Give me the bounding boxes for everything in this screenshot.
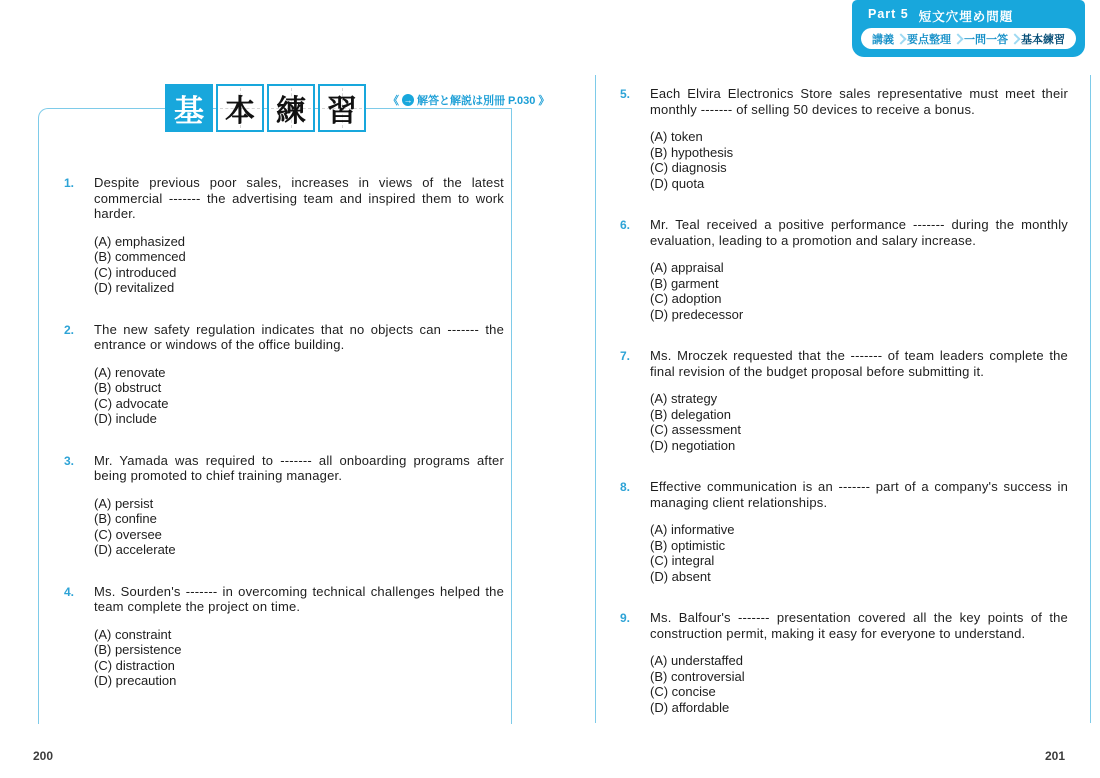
title-char: 基	[174, 94, 204, 129]
option-d: (D) revitalized	[94, 280, 175, 295]
part-label: Part 5	[868, 7, 909, 21]
option-a: (A) renovate	[94, 364, 166, 380]
option-b: (B) delegation	[650, 406, 731, 422]
right-page-right-rule	[1090, 75, 1091, 723]
option-c: (C) concise	[650, 684, 716, 699]
tab-ichimon-ittou: 一問一答	[964, 33, 1008, 46]
right-page-left-rule	[595, 75, 596, 723]
options-list	[94, 365, 504, 427]
question-5	[620, 86, 1068, 191]
option-b: (B) persistence	[94, 642, 182, 657]
options-list	[650, 391, 1068, 453]
option-a: (A) emphasized	[94, 233, 186, 249]
question-7	[620, 348, 1068, 453]
question-number: 1.	[64, 176, 75, 190]
option-d: (D) precaution	[94, 673, 177, 688]
answer-note	[386, 92, 551, 108]
question-number: 5.	[620, 87, 631, 101]
question-text: Effective communication is an ------- part of a company's success in managing client relationships.	[650, 479, 1068, 510]
option-b: (B) optimistic	[650, 537, 726, 553]
option-b: (B) garment	[650, 275, 719, 291]
option-c: (C) advocate	[94, 395, 169, 411]
question-number: 3.	[64, 453, 75, 468]
question-text: Mr. Yamada was required to ------- all onboarding programs after being promoted to chief training manager.	[94, 452, 504, 483]
title-char-box	[165, 84, 213, 132]
left-page-questions	[64, 175, 504, 715]
option-a: (A) constraint	[94, 626, 172, 642]
options-list	[94, 234, 504, 296]
option-c: (C) introduced	[94, 264, 177, 280]
option-c: (C) integral	[650, 553, 715, 568]
option-a: (A) persist	[94, 495, 154, 511]
option-c: (C) diagnosis	[650, 160, 727, 175]
tab-kougi: 講義	[872, 33, 894, 46]
question-number: 6.	[620, 218, 631, 232]
title-char: 練	[276, 94, 306, 129]
question-number: 2.	[64, 322, 75, 337]
option-b: (B) controversial	[650, 668, 745, 684]
option-b: (B) hypothesis	[650, 144, 734, 160]
question-text: The new safety regulation indicates that no objects can ------- the entrance or windows of the office building.	[94, 321, 504, 352]
option-d: (D) predecessor	[650, 306, 744, 322]
part-header	[852, 0, 1085, 57]
question-number: 4.	[64, 584, 75, 599]
question-text: Ms. Mroczek requested that the ------- of team leaders complete the final revision of the budget proposal before submitting it.	[650, 348, 1068, 379]
option-d: (D) quota	[650, 175, 705, 191]
options-list	[650, 653, 1068, 715]
option-d: (D) absent	[650, 568, 711, 584]
option-d: (D) affordable	[650, 699, 730, 715]
question-text: Ms. Sourden's ------- in overcoming technical challenges helped the team complete the project on time.	[94, 583, 504, 614]
options-list	[650, 129, 1068, 191]
part-title: 短文穴埋め問題	[918, 10, 1014, 24]
page-number-right: 201	[1045, 749, 1066, 763]
question-6	[620, 217, 1068, 322]
options-list	[650, 260, 1068, 322]
option-c: (C) adoption	[650, 291, 722, 306]
title-char: 習	[327, 94, 357, 129]
option-d: (D) include	[94, 411, 157, 426]
chevron-right-icon	[952, 33, 963, 44]
question-text: Ms. Balfour's ------- presentation covered all the key points of the construction permit, making it easy for everyone to understand.	[650, 610, 1068, 641]
note-close-bracket: 》	[538, 95, 550, 107]
option-b: (B) obstruct	[94, 380, 162, 395]
option-a: (A) understaffed	[650, 653, 743, 668]
option-d: (D) negotiation	[650, 437, 736, 453]
option-b: (B) confine	[94, 511, 157, 526]
note-text: 解答と解説は別冊 P.030	[417, 95, 536, 107]
right-page-questions	[620, 86, 1068, 741]
question-number: 8.	[620, 480, 631, 494]
note-open-bracket: 《	[388, 95, 399, 107]
title-char-box	[216, 84, 264, 132]
option-d: (D) accelerate	[94, 542, 176, 557]
question-number: 9.	[620, 611, 631, 625]
option-a: (A) strategy	[650, 391, 718, 406]
tab-kihon-renshuu: 基本練習	[1021, 33, 1065, 46]
question-2	[64, 322, 504, 427]
option-c: (C) assessment	[650, 422, 742, 437]
question-text: Each Elvira Electronics Store sales representative must meet their monthly ------- of selling 50 devices to receive a bonus.	[650, 86, 1068, 117]
nav-tabs	[861, 28, 1076, 49]
separate-volume-icon: →	[403, 95, 413, 105]
question-text: Despite previous poor sales, increases in views of the latest commercial ------- the advertising team and inspired them to work harder.	[94, 175, 504, 221]
option-a: (A) informative	[650, 522, 735, 537]
question-text: Mr. Teal received a positive performance ------- during the monthly evaluation, leading to a promotion and salary increase.	[650, 217, 1068, 248]
title-char-box	[318, 84, 366, 132]
chevron-right-icon	[1009, 33, 1020, 44]
question-number: 7.	[620, 349, 631, 363]
title-char: 本	[225, 94, 255, 129]
chevron-right-icon	[895, 33, 906, 44]
question-1	[64, 175, 504, 296]
option-c: (C) distraction	[94, 657, 175, 673]
part-title-line	[852, 0, 1085, 25]
options-list	[94, 496, 504, 558]
option-a: (A) token	[650, 129, 703, 144]
options-list	[650, 522, 1068, 584]
option-a: (A) appraisal	[650, 260, 724, 275]
option-b: (B) commenced	[94, 249, 186, 264]
question-4	[64, 584, 504, 689]
question-8	[620, 479, 1068, 584]
page-number-left: 200	[33, 749, 54, 763]
title-char-box	[267, 84, 315, 132]
section-title	[165, 84, 366, 132]
option-c: (C) oversee	[94, 526, 162, 542]
tab-youten-seiri: 要点整理	[907, 33, 951, 46]
options-list	[94, 627, 504, 689]
question-3	[64, 453, 504, 558]
question-9	[620, 610, 1068, 715]
